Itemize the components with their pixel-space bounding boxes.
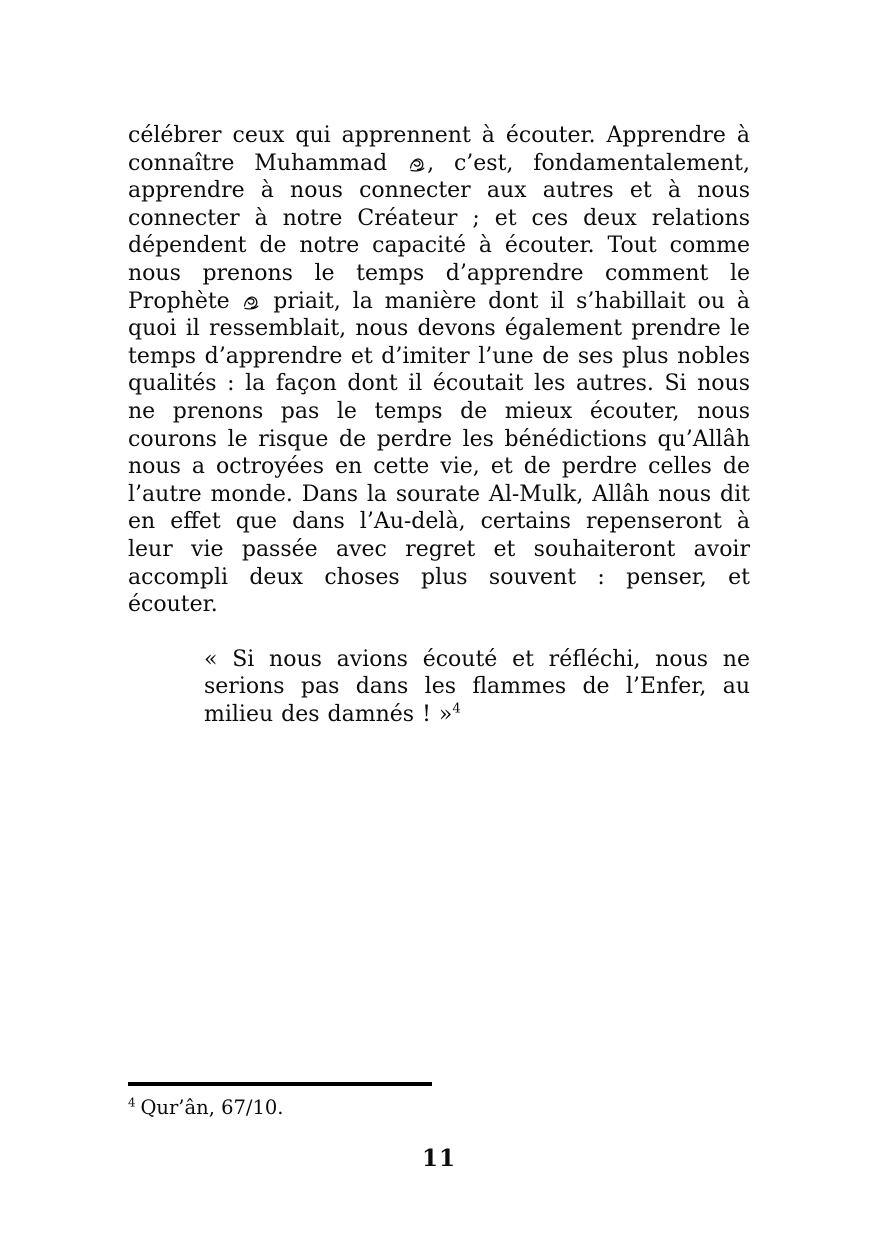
paragraph-text-after-symbol: priait, la manière dont il s’habillait ou à quoi il ressemblait, nous devons également prendre le temps d’apprendre et d’imiter l’une de ses plus nobles qualités : la façon dont il écoutait les autres. Si nous ne prenons pas le temps de mieux écouter, nous courons le risque de perdre les bénédictions qu’Allâh nous a octroyées en cette vie, et de perdre celles de l’autre monde. Dans la sourate Al-Mulk, Allâh nous dit en effet que dans l’Au-delà, certains repenseront à leur vie passée avec regret et souhaiteront avoir accompli deux choses plus souvent : penser, et écouter. <box>128 288 750 618</box>
paragraph-text-before-symbol: célébrer ceux qui apprennent à écouter. Apprendre à connaître Muhammad <box>128 123 750 176</box>
block-quote <box>204 646 750 729</box>
paragraph-text-between-symbols: , c’est, fondamentalement, apprendre à nous connecter aux autres et à nous connecter à notre Créateur ; et ces deux relations dépendent de notre capacité à écouter. Tout comme nous prenons le temps d’apprendre comment le Prophète <box>128 150 750 314</box>
footnote <box>128 1095 750 1121</box>
blank-space <box>128 728 750 1082</box>
footnote-text: Qur’ân, 67/10. <box>140 1096 284 1119</box>
sallallahu-alayhi-wasallam-icon <box>242 290 260 305</box>
footnote-reference-marker: 4 <box>452 701 461 717</box>
footnote-divider <box>128 1082 432 1086</box>
footnote-number: 4 <box>128 1095 136 1110</box>
page-number: 11 <box>421 1145 456 1172</box>
main-paragraph <box>128 122 750 619</box>
quote-text: « Si nous avions écouté et réfléchi, nous ne serions pas dans les flammes de l’Enfer, au milieu des damnés ! » <box>204 646 750 727</box>
sallallahu-alayhi-wasallam-icon <box>408 152 426 167</box>
